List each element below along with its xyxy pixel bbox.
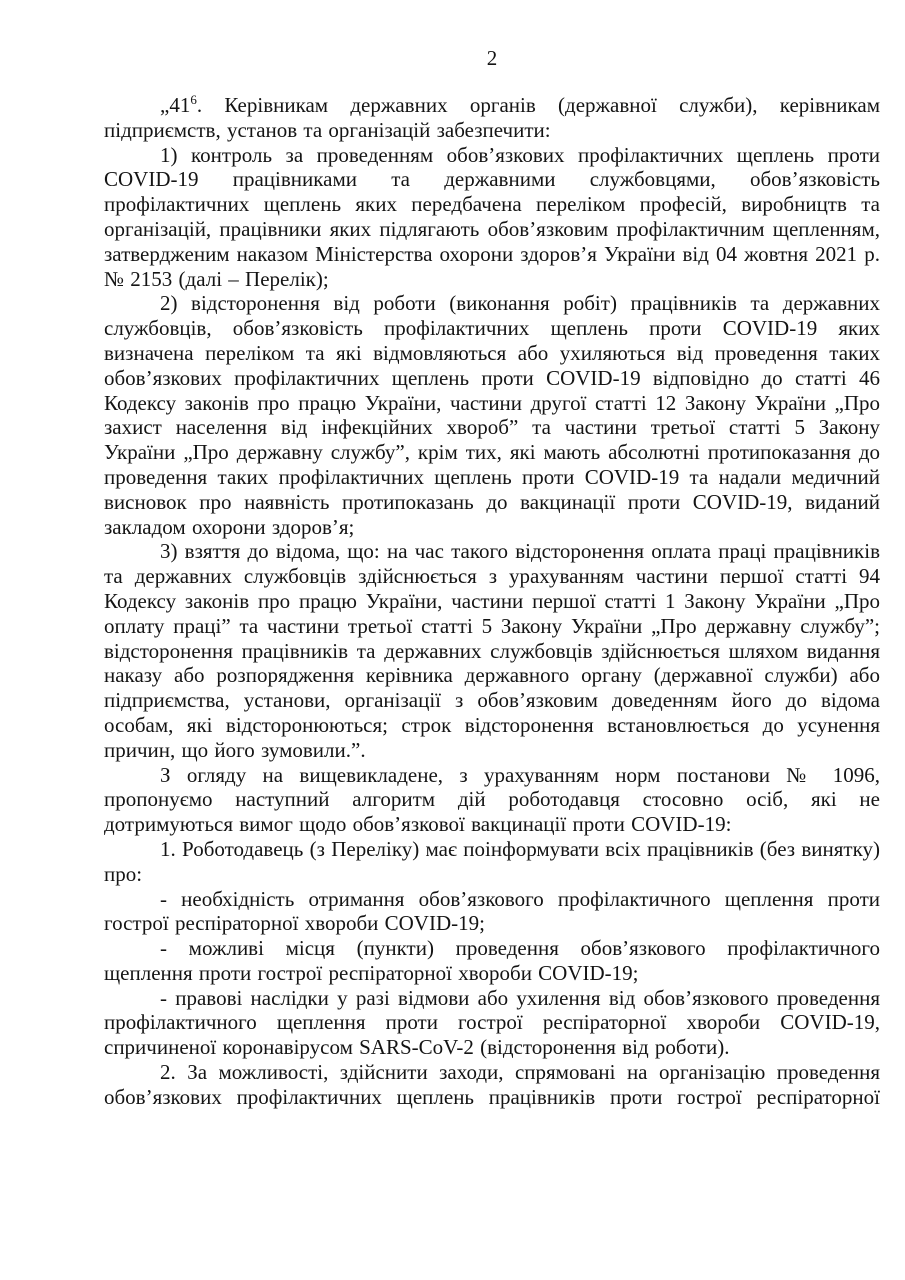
paragraph-bullet-legal-consequences: - правові наслідки у разі відмови або ухилення від обов’язкового проведення профілактичного щеплення проти гострої респіраторної хвороби COVID-19, спричиненої коронавірусом SARS-CoV-2 (відсторонення від роботи).	[104, 985, 880, 1060]
paragraph-clause-41	[104, 93, 880, 143]
paragraph-intro-algorithm: З огляду на вищевикладене, з урахуванням норм постанови № 1096, пропонуємо наступний алгоритм дій роботодавця стосовно осіб, які не дотримуються вимог щодо обов’язкової вакцинації проти COVID-19:	[104, 762, 880, 837]
clause-41-superscript-index: 6	[190, 92, 197, 107]
page-number: 2	[486, 46, 498, 70]
paragraph-step-2-organize: 2. За можливості, здійснити заходи, спрямовані на організацію проведення обов’язкових профілактичних щеплень працівників проти гострої респіраторної	[104, 1060, 880, 1109]
paragraph-item-2-suspension: 2) відсторонення від роботи (виконання робіт) працівників та державних службовців, обов’язковість профілактичних щеплень проти COVID-19 яких визначена переліком та які відмовляються або ухиляються від проведення таких обов’язкових профілактичних щеплень проти COVID-19 відповідно до статті 46 Кодексу законів про працю України, частини другої статті 12 Закону України „Про захист населення від інфекційних хвороб” та частини третьої статті 5 Закону України „Про державну службу”, крім тих, які мають абсолютні протипоказання до проведення таких профілактичних щеплень проти COVID-19 та надали медичний висновок про наявність протипоказань до вакцинації проти COVID-19, виданий закладом охорони здоров’я;	[104, 291, 880, 539]
document-content	[104, 46, 880, 1110]
paragraph-item-3-acknowledgement: 3) взяття до відома, що: на час такого відсторонення оплата праці працівників та державних службовців здійснюється з урахуванням частини першої статті 94 Кодексу законів про працю України, частини першої статті 1 Закону України „Про оплату праці” та частини третьої статті 5 Закону України „Про державну службу”; відсторонення працівників та державних службовців здійснюється шляхом видання наказу або розпорядження керівника державного органу (державної служби) або підприємства, установи, організації з обов’язковим доведенням його до відома особам, які відсторонюються; строк відсторонення встановлюється до усунення причин, що його зумовили.”.	[104, 539, 880, 762]
paragraph-step-1-inform: 1. Роботодавець (з Переліку) має поінформувати всіх працівників (без винятку) про:	[104, 836, 880, 886]
clause-41-text: . Керівникам державних органів (державної служби), керівникам підприємств, установ та організацій забезпечити:	[104, 93, 880, 142]
paragraph-item-1-control: 1) контроль за проведенням обов’язкових профілактичних щеплень проти COVID-19 працівниками та державними службовцями, обов’язковість профілактичних щеплень яких передбачена переліком професій, виробництв та організацій, працівники яких підлягають обов’язковим профілактичним щепленням, затвердженим наказом Міністерства охорони здоров’я України від 04 жовтня 2021 р. № 2153 (далі – Перелік);	[104, 142, 880, 291]
paragraph-bullet-necessity: - необхідність отримання обов’язкового профілактичного щеплення проти гострої респіраторної хвороби COVID-19;	[104, 886, 880, 936]
paragraph-bullet-locations: - можливі місця (пункти) проведення обов’язкового профілактичного щеплення проти гострої респіраторної хвороби COVID-19;	[104, 936, 880, 985]
clause-41-prefix: „41	[160, 93, 191, 117]
